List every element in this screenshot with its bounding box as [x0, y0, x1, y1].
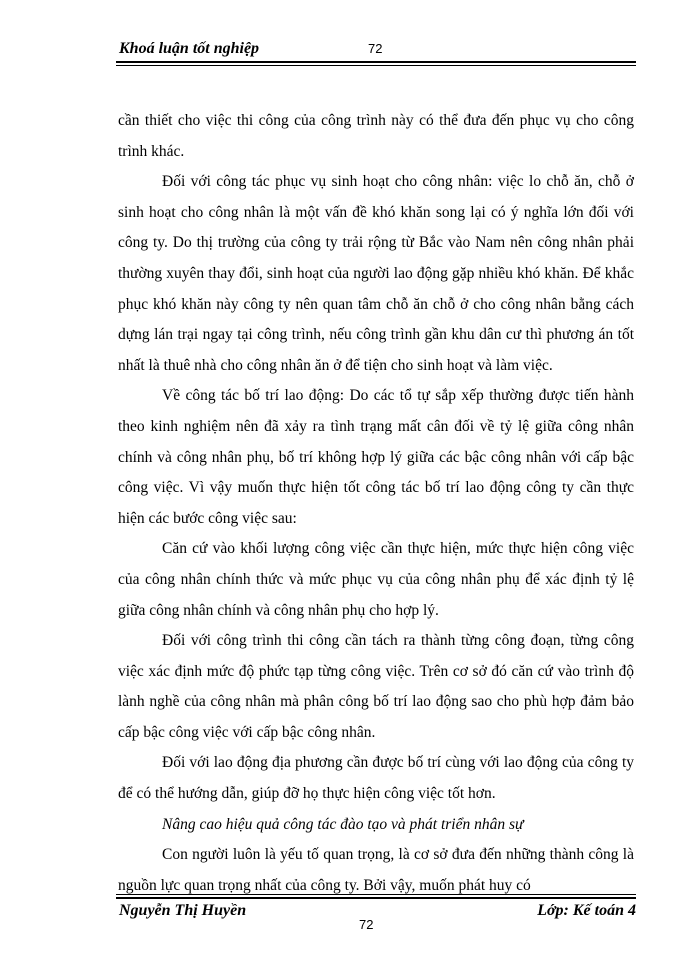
footer-rule-thick [116, 897, 636, 899]
paragraph-continuation: cần thiết cho việc thi công của công trình này có thể đưa đến phục vụ cho công trình khác. [118, 112, 634, 160]
header-title: Khoá luận tốt nghiệp [119, 40, 260, 57]
footer-page-number: 72 [359, 917, 374, 932]
paragraph-worker-welfare: Đối với công tác phục vụ sinh hoạt cho công nhân: việc lo chỗ ăn, chỗ ở sinh hoạt cho công nhân là một vấn đề khó khăn song lại có ý nghĩa lớn đối với công ty. Do thị trường của công ty trải rộng từ Bắc vào Nam nên công nhân phải thường xuyên thay đổi, sinh hoạt của người lao động gặp nhiều khó khăn. Để khắc phục khó khăn này công ty nên quan tâm chỗ ăn chỗ ở cho công nhân bằng cách dựng lán trại ngay tại công trình, nếu công trình gần khu dân cư thì phương án tốt nhất là thuê nhà cho công nhân ăn ở để tiện cho sinh hoạt và làm việc. [118, 173, 634, 374]
paragraph-labor-allocation: Về công tác bố trí lao động: Do các tổ tự sắp xếp thường được tiến hành theo kinh nghiệm nên đã xảy ra tình trạng mất cân đối về tỷ lệ giữa công nhân chính và công nhân phụ, bố trí không hợp lý giữa các bậc công nhân với cấp bậc công việc. Vì vậy muốn thực hiện tốt công tác bố trí lao động công ty cần thực hiện các bước công việc sau: [118, 387, 634, 527]
section-subheading: Nâng cao hiệu quả công tác đào tạo và phát triển nhân sự [162, 815, 524, 833]
paragraph-worker-ratio: Căn cứ vào khối lượng công việc cần thực hiện, mức thực hiện công việc của công nhân chính thức và mức phục vụ của công nhân phụ để xác định tỷ lệ giữa công nhân chính và công nhân phụ cho hợp lý. [118, 540, 634, 619]
footer-author: Nguyễn Thị Huyền [119, 902, 247, 919]
paragraph-human-resources: Con người luôn là yếu tố quan trọng, là cơ sở đưa đến những thành công là nguồn lực quan trọng nhất của công ty. Bởi vậy, muốn phát huy có [118, 846, 634, 894]
footer-rule-thin [116, 894, 636, 895]
paragraph-work-stages: Đối với công trình thi công cần tách ra thành từng công đoạn, từng công việc xác định mức độ phức tạp từng công việc. Trên cơ sở đó căn cứ vào trình độ lành nghề của công nhân mà phân công bố trí lao động sao cho phù hợp đảm bảo cấp bậc công việc với cấp bậc công nhân. [118, 632, 634, 741]
header-rule-thin [116, 65, 636, 66]
header-rule-thick [116, 61, 636, 63]
document-body [118, 106, 634, 901]
header-page-number: 72 [368, 41, 383, 56]
paragraph-local-labor: Đối với lao động địa phương cần được bố trí cùng với lao động của công ty để có thể hướng dẫn, giúp đỡ họ thực hiện công việc tốt hơn. [118, 754, 634, 803]
footer-class: Lớp: Kế toán 4 [537, 902, 636, 919]
